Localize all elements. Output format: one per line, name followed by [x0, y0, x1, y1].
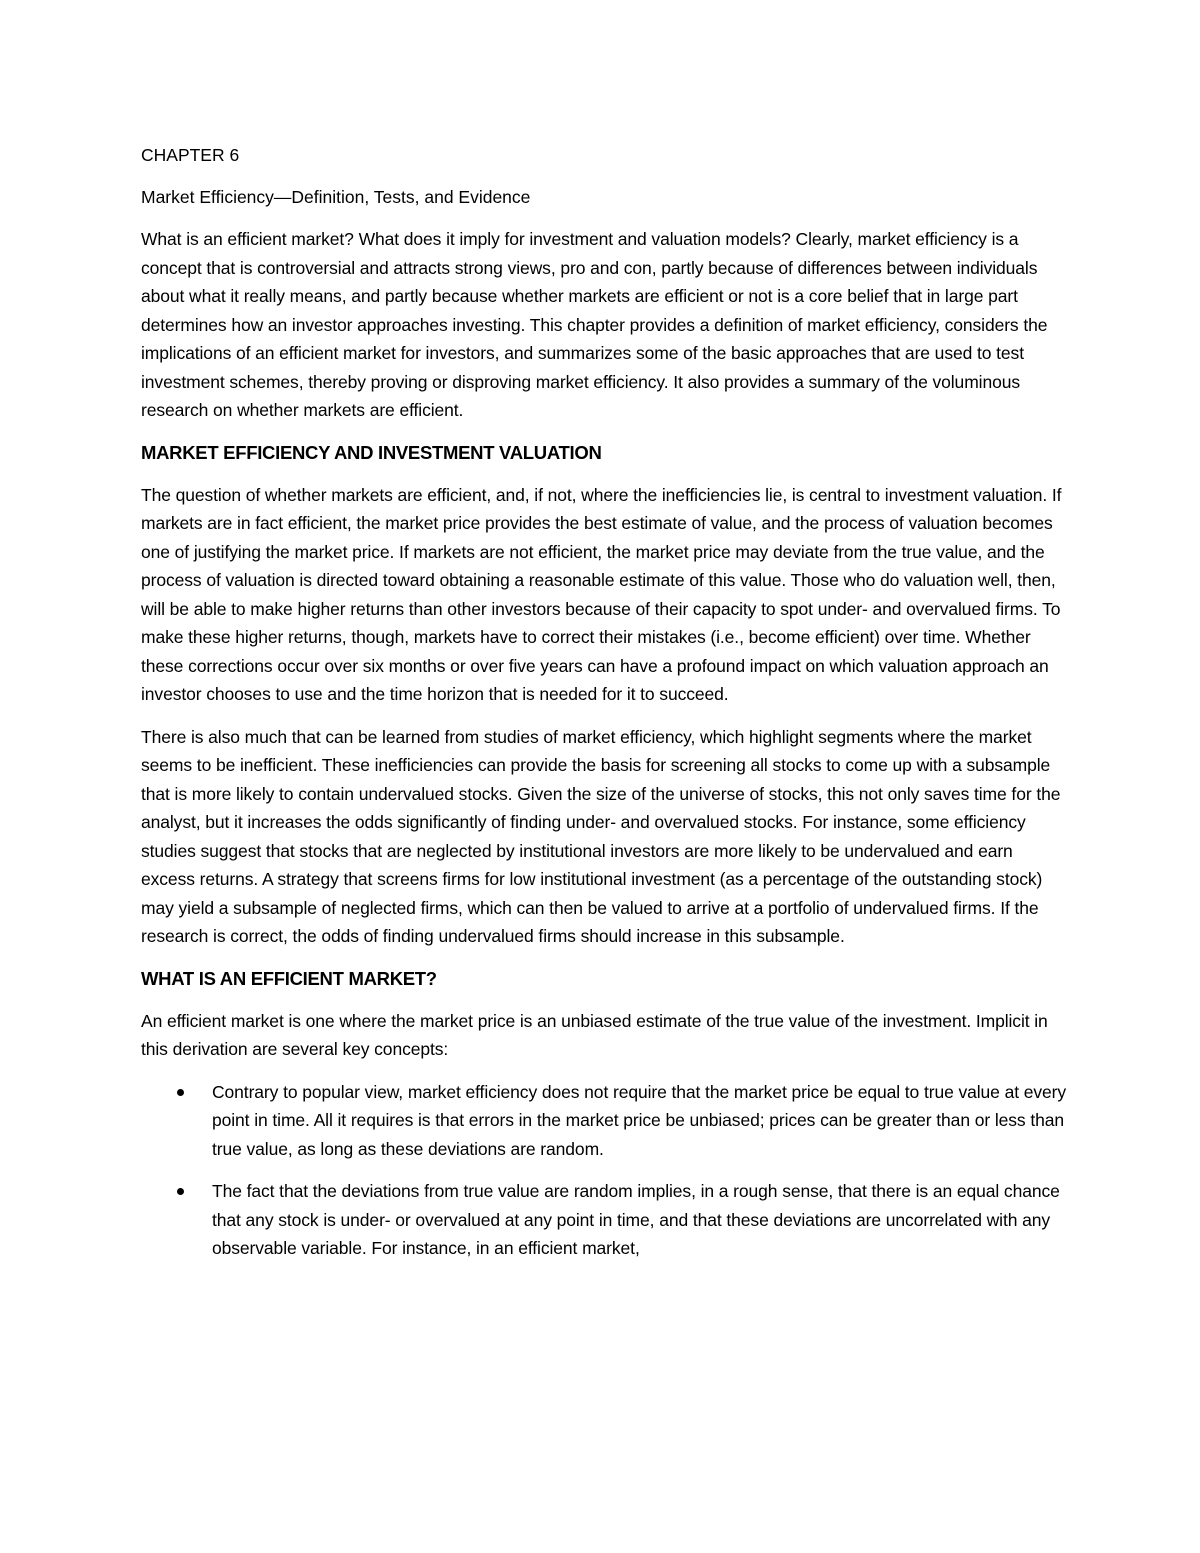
section-heading-what-is-efficient-market: WHAT IS AN EFFICIENT MARKET? [141, 967, 437, 989]
chapter-label: CHAPTER 6 [141, 145, 240, 165]
list-item-text: The fact that the deviations from true value are random implies, in a rough sense, that there is an equal chance that any stock is under- or overvalued at any point in time, and that these deviations are uncorrelated with any observable variable. For instance, in an efficient market, [212, 1181, 1060, 1258]
section-1-paragraph-1: The question of whether markets are efficient, and, if not, where the inefficiencies lie, is central to investment valuation. If markets are in fact efficient, the market price provides the best estimate of value, and the process of valuation becomes one of justifying the market price. If markets are not efficient, the market price may deviate from the true value, and the process of valuation is directed toward obtaining a reasonable estimate of this value. Those who do valuation well, then, will be able to make higher returns than other investors because of their capacity to spot under- and overvalued firms. To make these higher returns, though, markets have to correct their mistakes (i.e., become efficient) over time. Whether these corrections occur over six months or over five years can have a profound impact on which valuation approach an investor chooses to use and the time horizon that is needed for it to succeed. [141, 484, 1062, 704]
bullet-list [141, 1078, 1066, 1263]
document-page [141, 141, 1066, 1277]
chapter-title: Market Efficiency—Definition, Tests, and Evidence [141, 187, 531, 207]
section-2-paragraph-1: An efficient market is one where the market price is an unbiased estimate of the true value of the investment. Implicit in this derivation are several key concepts: [141, 1010, 1048, 1059]
bullet-icon [177, 1188, 184, 1195]
list-item [141, 1177, 1066, 1263]
list-item [141, 1078, 1066, 1164]
section-1-paragraph-2: There is also much that can be learned from studies of market efficiency, which highlight segments where the market seems to be inefficient. These inefficiencies can provide the basis for screening all stocks to come up with a subsample that is more likely to contain undervalued stocks. Given the size of the universe of stocks, this not only saves time for the analyst, but it increases the odds significantly of finding under- and overvalued stocks. For instance, some efficiency studies suggest that stocks that are neglected by institutional investors are more likely to be undervalued and earn excess returns. A strategy that screens firms for low institutional investment (as a percentage of the outstanding stock) may yield a subsample of neglected firms, which can then be valued to arrive at a portfolio of undervalued firms. If the research is correct, the odds of finding undervalued firms should increase in this subsample. [141, 726, 1061, 946]
intro-paragraph: What is an efficient market? What does it imply for investment and valuation models? Clearly, market efficiency is a concept that is controversial and attracts strong views, pro and con, partly because of differences between individuals about what it really means, and partly because whether markets are efficient or not is a core belief that in large part determines how an investor approaches investing. This chapter provides a definition of market efficiency, considers the implications of an efficient market for investors, and summarizes some of the basic approaches that are used to test investment schemes, thereby proving or disproving market efficiency. It also provides a summary of the voluminous research on whether markets are efficient. [141, 229, 1048, 420]
section-heading-market-efficiency-valuation: MARKET EFFICIENCY AND INVESTMENT VALUATION [141, 441, 602, 463]
list-item-text: Contrary to popular view, market efficiency does not require that the market price be equal to true value at every point in time. All it requires is that errors in the market price be unbiased; prices can be greater than or less than true value, as long as these deviations are random. [212, 1081, 1067, 1159]
bullet-icon [177, 1089, 184, 1096]
